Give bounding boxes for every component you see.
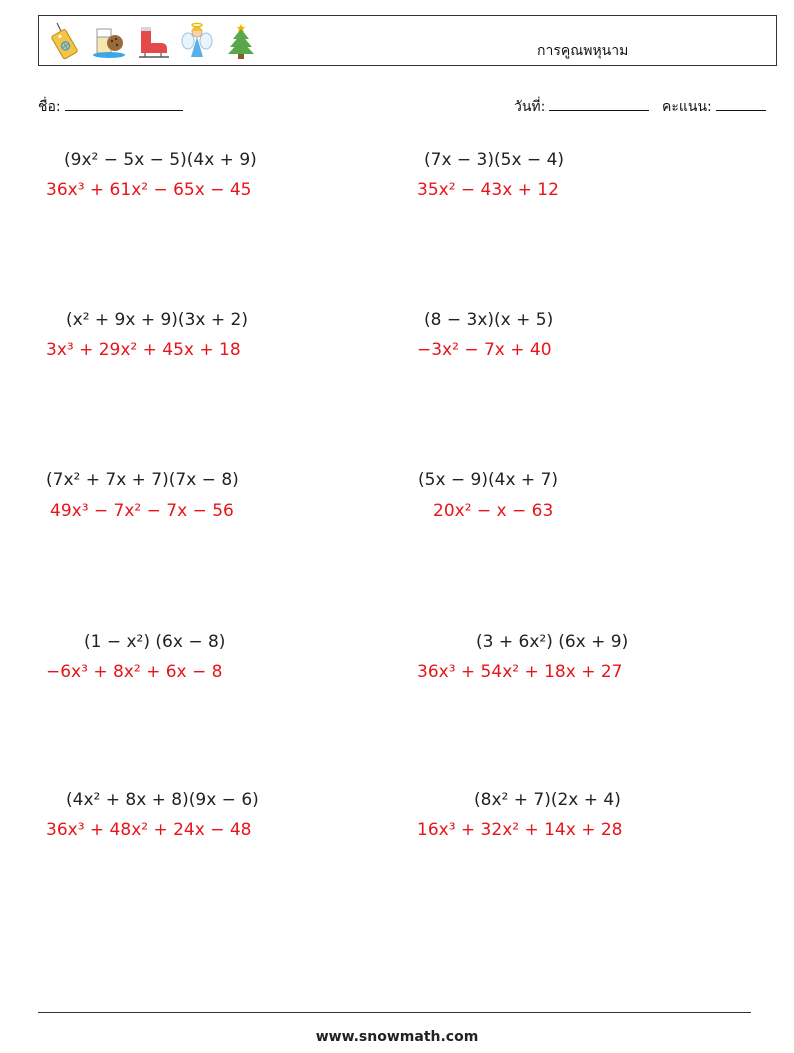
footer-url[interactable]: www.snowmath.com	[315, 1029, 479, 1045]
problem-5-question: (7x² + 7x + 7)(7x − 8)	[46, 470, 239, 490]
problem-2-question: (7x − 3)(5x − 4)	[424, 150, 565, 170]
problem-9-question: (4x² + 8x + 8)(9x − 6)	[66, 790, 259, 810]
problem-8-question: (3 + 6x²) (6x + 9)	[476, 632, 629, 652]
problem-8-answer: 36x³ + 54x² + 18x + 27	[417, 662, 623, 682]
problem-3-answer: 3x³ + 29x² + 45x + 18	[46, 340, 241, 360]
score-line	[716, 97, 766, 111]
footer-divider	[38, 1012, 751, 1013]
angel-icon	[179, 21, 215, 61]
problem-1-answer: 36x³ + 61x² − 65x − 45	[46, 180, 252, 200]
problem-4-answer: −3x² − 7x + 40	[417, 340, 552, 360]
christmas-tree-icon	[223, 21, 259, 61]
problem-10-answer: 16x³ + 32x² + 14x + 28	[417, 820, 623, 840]
problem-6-answer: 20x² − x − 63	[433, 501, 554, 521]
date-line	[549, 97, 649, 111]
problem-3-question: (x² + 9x + 9)(3x + 2)	[66, 310, 248, 330]
problem-4-question: (8 − 3x)(x + 5)	[424, 310, 554, 330]
score-label: คะแนน:	[662, 99, 712, 115]
date-field[interactable]	[514, 96, 649, 118]
header-box	[38, 15, 777, 66]
problem-6-question: (5x − 9)(4x + 7)	[418, 470, 559, 490]
header-icons	[47, 21, 259, 61]
ice-skate-icon	[135, 21, 171, 61]
problem-2-answer: 35x² − 43x + 12	[417, 180, 559, 200]
name-label: ชื่อ:	[38, 99, 61, 115]
worksheet-title: การคูณพหุนาม	[537, 43, 629, 59]
name-line	[65, 97, 183, 111]
problem-10-question: (8x² + 7)(2x + 4)	[474, 790, 621, 810]
problem-9-answer: 36x³ + 48x² + 24x − 48	[46, 820, 252, 840]
problem-7-question: (1 − x²) (6x − 8)	[84, 632, 226, 652]
name-field[interactable]	[38, 96, 183, 118]
date-label: วันที่:	[514, 99, 546, 115]
problem-5-answer: 49x³ − 7x² − 7x − 56	[50, 501, 234, 521]
score-field[interactable]	[662, 96, 766, 118]
gift-tag-icon	[47, 21, 83, 61]
milk-and-cookie-icon	[91, 21, 127, 61]
problem-7-answer: −6x³ + 8x² + 6x − 8	[46, 662, 223, 682]
problem-1-question: (9x² − 5x − 5)(4x + 9)	[64, 150, 257, 170]
